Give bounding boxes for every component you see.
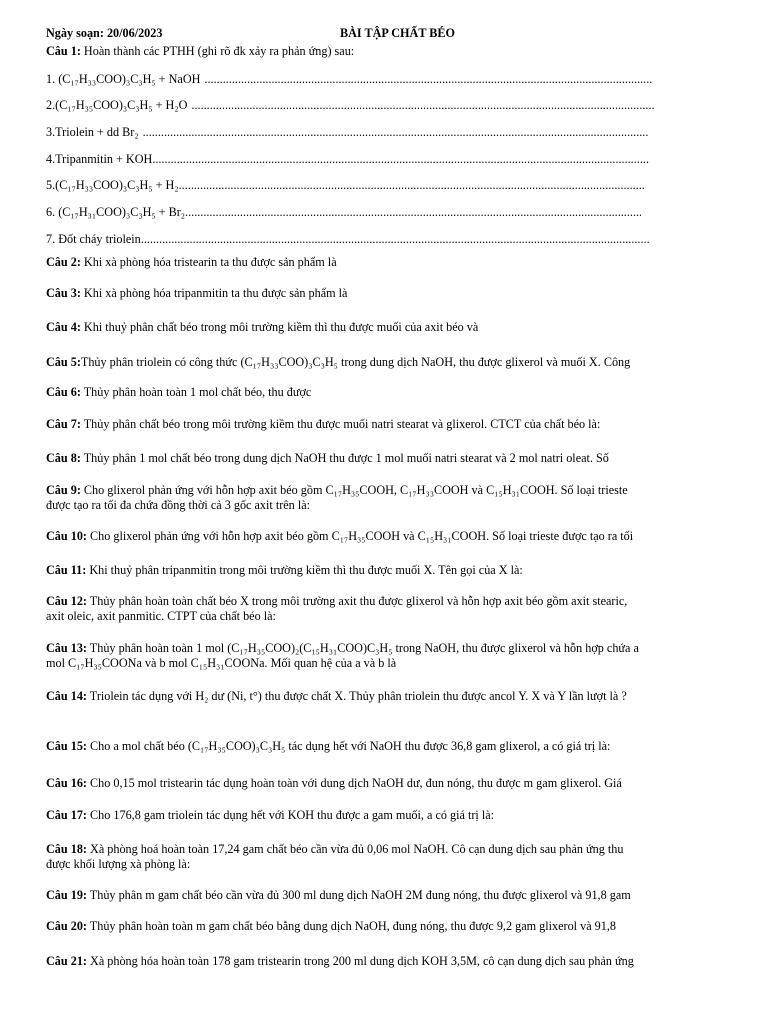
question-number: Câu 7:: [46, 417, 81, 431]
equation-2: [46, 98, 726, 113]
question-text: Hoàn thành các PTHH (ghi rõ đk xảy ra phản ứng) sau:: [83, 44, 355, 58]
equation-text: 4.Tripanmitin + KOH: [46, 152, 153, 166]
question-21: [46, 954, 726, 969]
question-number: Câu 5:: [46, 355, 81, 369]
answer-blank: [204, 72, 652, 87]
q12-text-2: [46, 609, 726, 624]
date-label: Ngày soạn: 20/06/2023: [46, 26, 163, 40]
question-12: [46, 594, 726, 609]
question-number: Câu 9:: [46, 483, 81, 497]
q18-text-2: [46, 857, 726, 872]
question-4: [46, 320, 726, 335]
question-number: Câu 11:: [46, 563, 87, 577]
question-number: Câu 18:: [46, 842, 87, 856]
question-20: [46, 919, 726, 934]
question-text: Triolein tác dụng với H₂ dư (Ni, t°) thu được chất X. Thủy phân triolein thu được ancol Y. X và Y lần lượt là ?: [89, 689, 627, 703]
question-17: [46, 808, 726, 823]
question-number: Câu 15:: [46, 739, 87, 753]
answer-blank: [152, 152, 650, 167]
question-11: [46, 563, 726, 578]
question-number: Câu 20:: [46, 919, 87, 933]
question-18: [46, 842, 726, 857]
question-number: Câu 13:: [46, 641, 87, 655]
question-number: Câu 3:: [46, 286, 81, 300]
question-text: Khi thuỷ phân tripanmitin trong môi trường kiềm thì thu được muối X. Tên gọi của X là:: [89, 563, 523, 577]
question-15: [46, 739, 726, 754]
equation-text: 5.(C₁₇H₃₃COO)₃C₃H₅ + H₂: [46, 178, 179, 192]
question-14: [46, 689, 726, 704]
question-1: [46, 44, 726, 59]
page-title: BÀI TẬP CHẤT BÉO: [340, 26, 456, 40]
question-number: Câu 4:: [46, 320, 81, 334]
question-2: [46, 255, 726, 270]
equation-5: [46, 178, 726, 193]
question-text: Thủy phân 1 mol chất béo trong dung dịch NaOH thu được 1 mol muối natri stearat và 2 mol natri oleat. Số: [83, 451, 609, 465]
question-6: [46, 385, 726, 400]
question-number: Câu 21:: [46, 954, 87, 968]
question-text: Cho a mol chất béo (C₁₇H₃₅COO)₃C₃H₅ tác dụng hết với NaOH thu được 36,8 gam glixerol, a có giá trị là:: [90, 739, 611, 753]
question-text: Cho glixerol phản ứng với hỗn hợp axit béo gồm C₁₇H₃₅COOH và C₁₅H₃₁COOH. Số loại trieste được tạo ra tối: [90, 529, 634, 543]
equation-text: 2.(C₁₇H₃₅COO)₃C₃H₅ + H₂O: [46, 98, 188, 112]
question-number: Câu 14:: [46, 689, 87, 703]
question-number: Câu 10:: [46, 529, 87, 543]
question-text: Cho glixerol phản ứng với hỗn hợp axit béo gồm C₁₇H₃₅COOH, C₁₇H₃₃COOH và C₁₅H₃₁COOH. Số loại trieste: [83, 483, 628, 497]
equation-4: [46, 152, 726, 167]
question-number: Câu 6:: [46, 385, 81, 399]
question-text: Khi xà phòng hóa tripanmitin ta thu được sản phẩm là: [83, 286, 348, 300]
question-8: [46, 451, 726, 466]
question-text: Khi thuỷ phân chất béo trong môi trường kiềm thì thu được muối của axit béo và: [83, 320, 479, 334]
question-16: [46, 776, 726, 791]
question-text-continued: được tạo ra tối đa chứa đồng thời cả 3 gốc axit trên là:: [46, 498, 311, 512]
question-7: [46, 417, 726, 432]
question-text: Thủy phân hoàn toàn m gam chất béo bằng dung dịch NaOH, đung nóng, thu được 9,2 gam glixerol và 91,8: [89, 919, 616, 933]
question-text: Cho 176,8 gam triolein tác dụng hết với KOH thu được a gam muối, a có giá trị là:: [90, 808, 495, 822]
question-text: Khi xà phòng hóa tristearin ta thu được sản phẩm là: [83, 255, 337, 269]
question-text-continued: được khối lượng xà phòng là:: [46, 857, 191, 871]
question-text-continued: mol C₁₇H₃₅COONa và b mol C₁₅H₃₁COONa. Mối quan hệ của a và b là: [46, 656, 397, 670]
equation-text: 1. (C₁₇H₃₃COO)₃C₃H₅ + NaOH: [46, 72, 201, 86]
question-text: Thủy phân hoàn toàn 1 mol chất béo, thu được: [83, 385, 312, 399]
question-text: Thủy phân hoàn toàn chất béo X trong môi trường axit thu được glixerol và hỗn hợp axit béo gồm axit stearic,: [89, 594, 628, 608]
equation-text: 3.Triolein + dd Br₂: [46, 125, 139, 139]
answer-blank: [141, 232, 649, 247]
question-19: [46, 888, 726, 903]
answer-blank: [179, 178, 645, 193]
question-number: Câu 2:: [46, 255, 81, 269]
equation-text: 7. Đốt cháy triolein: [46, 232, 141, 246]
question-5: [46, 355, 726, 370]
answer-blank: [143, 125, 649, 140]
question-text: Thủy phân chất béo trong môi trường kiềm thu được muối natri stearat và glixerol. CTCT của chất béo là:: [83, 417, 601, 431]
answer-blank: [191, 98, 655, 113]
question-number: Câu 16:: [46, 776, 87, 790]
equation-text: 6. (C₁₇H₃₁COO)₃C₃H₅ + Br₂: [46, 205, 186, 219]
question-text: Thủy phân triolein có công thức (C₁₇H₃₃COO)₃C₃H₅ trong dung dịch NaOH, thu được glixerol và muối X. Công: [80, 355, 631, 369]
equation-6: [46, 205, 726, 220]
answer-blank: [185, 205, 641, 220]
question-13: [46, 641, 726, 656]
question-number: Câu 8:: [46, 451, 81, 465]
equation-7: [46, 232, 726, 247]
question-text: Thủy phân hoàn toàn 1 mol (C₁₇H₃₅COO)₂(C₁₅H₃₁COO)C₃H₅ trong NaOH, thu được glixerol và hỗn hợp chứa a: [89, 641, 639, 655]
question-text: Cho 0,15 mol tristearin tác dụng hoàn toàn với dung dịch NaOH dư, đun nóng, thu được m gam glixerol. Giá: [90, 776, 622, 790]
question-3: [46, 286, 726, 301]
question-number: Câu 1:: [46, 44, 81, 58]
q13-text-2: [46, 656, 726, 671]
question-9: [46, 483, 726, 498]
question-text: Xà phòng hoá hoàn toàn 17,24 gam chất béo cần vừa đủ 0,06 mol NaOH. Cô cạn dung dịch sau phản ứng thu: [90, 842, 624, 856]
question-10: [46, 529, 726, 544]
question-text-continued: axit oleic, axit panmitic. CTPT của chất béo là:: [46, 609, 276, 623]
question-number: Câu 12:: [46, 594, 87, 608]
question-text: Xà phòng hóa hoàn toàn 178 gam tristearin trong 200 ml dung dịch KOH 3,5M, cô cạn dung dịch sau phản ứng: [90, 954, 634, 968]
question-number: Câu 19:: [46, 888, 87, 902]
question-text: Thủy phân m gam chất béo cần vừa đủ 300 ml dung dịch NaOH 2M đung nóng, thu được glixerol và 91,8 gam: [89, 888, 631, 902]
equation-1: [46, 72, 726, 87]
question-number: Câu 17:: [46, 808, 87, 822]
q9-text-2: [46, 498, 726, 513]
equation-3: [46, 125, 726, 140]
